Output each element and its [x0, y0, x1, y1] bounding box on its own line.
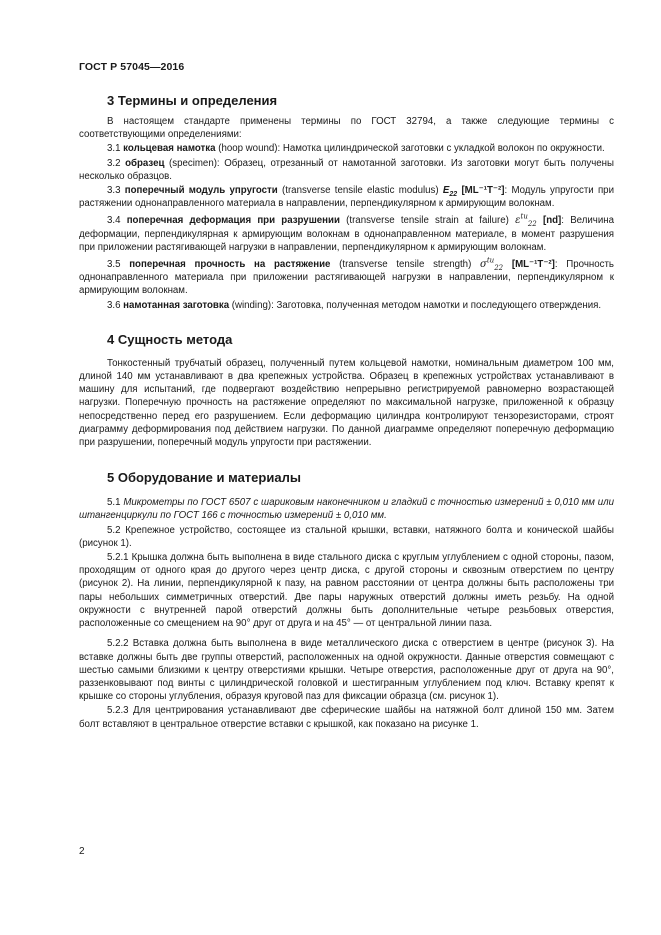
term-unit: [ML⁻¹T⁻²] — [511, 259, 555, 271]
term-unit: [nd] — [543, 215, 562, 227]
term-symbol: $\sigma^{tu}_{22}$ — [480, 256, 504, 273]
term-definition: : Прочность однонаправленного материала при приложении растягивающей нагрузки в направлении, перпендикулярном к армирующим волокнам. — [79, 259, 614, 297]
section-3-title: 3 Термины и определения — [107, 93, 278, 108]
paragraph-5-2-1: 5.2.1 Крышка должна быть выполнена в виде стального диска с круглым углублением с одной стороны, пазом, проходящим от одного края до другого через центр диска, с другой стороны и сквозным отверстием по центру (рисунок 2). На линии, перпендикулярной к пазу, на равном расстоянии от центра должны быть расположены три пары небольших симметричных отверстий. Две пары наружных отверстий должны иметь резьбу. На одной окружности с внутренней парой отверстий должны быть дополнительные четыре резьбовых отверстия, расположенные со смещением на 90° друг от друга и на 45° — от центральной линии паза. — [79, 552, 614, 630]
section-3-intro: В настоящем стандарте применены термины по ГОСТ 32794, а также следующие термины с соответствующими определениями: — [79, 116, 614, 141]
term-name: поперечная прочность на растяжение — [129, 259, 331, 271]
term-number: 3.1 — [107, 143, 121, 155]
term-name: поперечный модуль упругости — [124, 185, 278, 197]
term-definition: (hoop wound): Намотка цилиндрической заготовки с укладкой волокон по окружности. — [218, 143, 605, 155]
term-number: 3.5 — [107, 259, 121, 271]
term-unit: [ML⁻¹T⁻²] — [461, 185, 505, 197]
term-name: намотанная заготовка — [123, 299, 230, 311]
term-definition: (winding): Заготовка, полученная методом намотки и последующего отверждения. — [231, 299, 602, 311]
main-content — [79, 93, 614, 732]
section-4-title: 4 Сущность метода — [107, 331, 233, 347]
term-english: (transverse tensile elastic modulus) — [282, 185, 439, 197]
page-number: 2 — [79, 846, 85, 857]
term-number: 3.2 — [107, 157, 121, 169]
term-number: 3.3 — [107, 185, 121, 197]
paragraph-number: 5.1 — [107, 497, 121, 509]
term-definition: (specimen): Образец, отрезанный от намотанной заготовки. Из заготовки могут быть получены несколько образцов. — [79, 157, 614, 182]
term-number: 3.6 — [107, 299, 121, 311]
term-symbol: $E_{22}$ — [442, 185, 458, 198]
paragraph-5-1 — [79, 496, 614, 522]
paragraph-text: Микрометры по ГОСТ 6507 с шариковым наконечником и гладкий с точностью измерений ± 0,010 мм или штангенциркули по ГОСТ 166 с точностью измерений ± 0,010 мм. — [79, 497, 614, 522]
term-definition: : Величина деформации, перпендикулярная к армирующим волокнам в однонаправленном материале, в момент разрушения при приложении растягивающей нагрузки в направлении, перпендикулярном к армирующим волокнам. — [79, 215, 615, 253]
paragraph-5-2: 5.2 Крепежное устройство, состоящее из стальной крышки, вставки, натяжного болта и конической шайбы (рисунок 1). — [79, 524, 614, 549]
term-3-4 — [79, 214, 614, 254]
paragraph-5-2-3: 5.2.3 Для центрирования устанавливают две сферические шайбы на натяжной болт длиной 150 мм. Затем болт вставляют в центральное отверстие вставки с крышкой, как показано на рисунке 1. — [79, 705, 614, 730]
term-number: 3.4 — [107, 215, 121, 227]
term-3-2 — [79, 157, 614, 183]
term-name: поперечная деформация при разрушении — [126, 215, 340, 227]
term-english: (transverse tensile strain at failure) — [346, 215, 509, 227]
term-3-3 — [79, 184, 614, 210]
term-3-6 — [79, 299, 614, 312]
term-3-5 — [79, 258, 614, 298]
term-3-1 — [79, 142, 614, 155]
paragraph-5-2-2: 5.2.2 Вставка должна быть выполнена в виде металлического диска с отверстием в центре (рисунок 3). На вставке должны быть две группы отверстий, расположенных на одной окружности. Данные отверстия совмещают с шестью самыми близкими к центру отверстиями крышки. Четыре отверстия, расположенные друг от друга на 90°, раззенковывают под винты с цилиндрической головкой и шестигранным углублением под ключ. Вставку крепят к крышке со стороны углубления, образуя круговой паз для фиксации образца (см. рисунок 1). — [79, 638, 614, 703]
term-symbol: $\varepsilon^{tu}_{22}$ — [515, 213, 537, 229]
term-name: кольцевая намотка — [123, 143, 216, 155]
term-name: образец — [125, 157, 165, 169]
section-4-text: Тонкостенный трубчатый образец, полученный путем кольцевой намотки, номинальным диаметром 100 мм, длиной 140 мм устанавливают в два крепежных устройства. Образец в крепежных устройствах устанавливают в машину для испытаний, где подвергают воздействию непрерывно регистрируемой равномерно возрастающей нагрузки. Поперечную прочность на растяжение определяют по максимальной нагрузке, приложенной к образцу непосредственно перед его разрушением. Если деформацию цилиндра контролируют тензорезисторами, строят диаграмму деформирования под действием нагрузки. По данной диаграмме определяют поперечную деформацию при разрушении, поперечный модуль упругости при растяжении. — [79, 357, 614, 449]
term-english: (transverse tensile strength) — [339, 259, 472, 271]
term-definition: : Модуль упругости при растяжении однонаправленного материала в направлении, перпендикулярном к армирующим волокнам. — [79, 185, 614, 210]
standard-header: ГОСТ Р 57045—2016 — [79, 61, 185, 73]
section-5-title: 5 Оборудование и материалы — [107, 470, 301, 486]
